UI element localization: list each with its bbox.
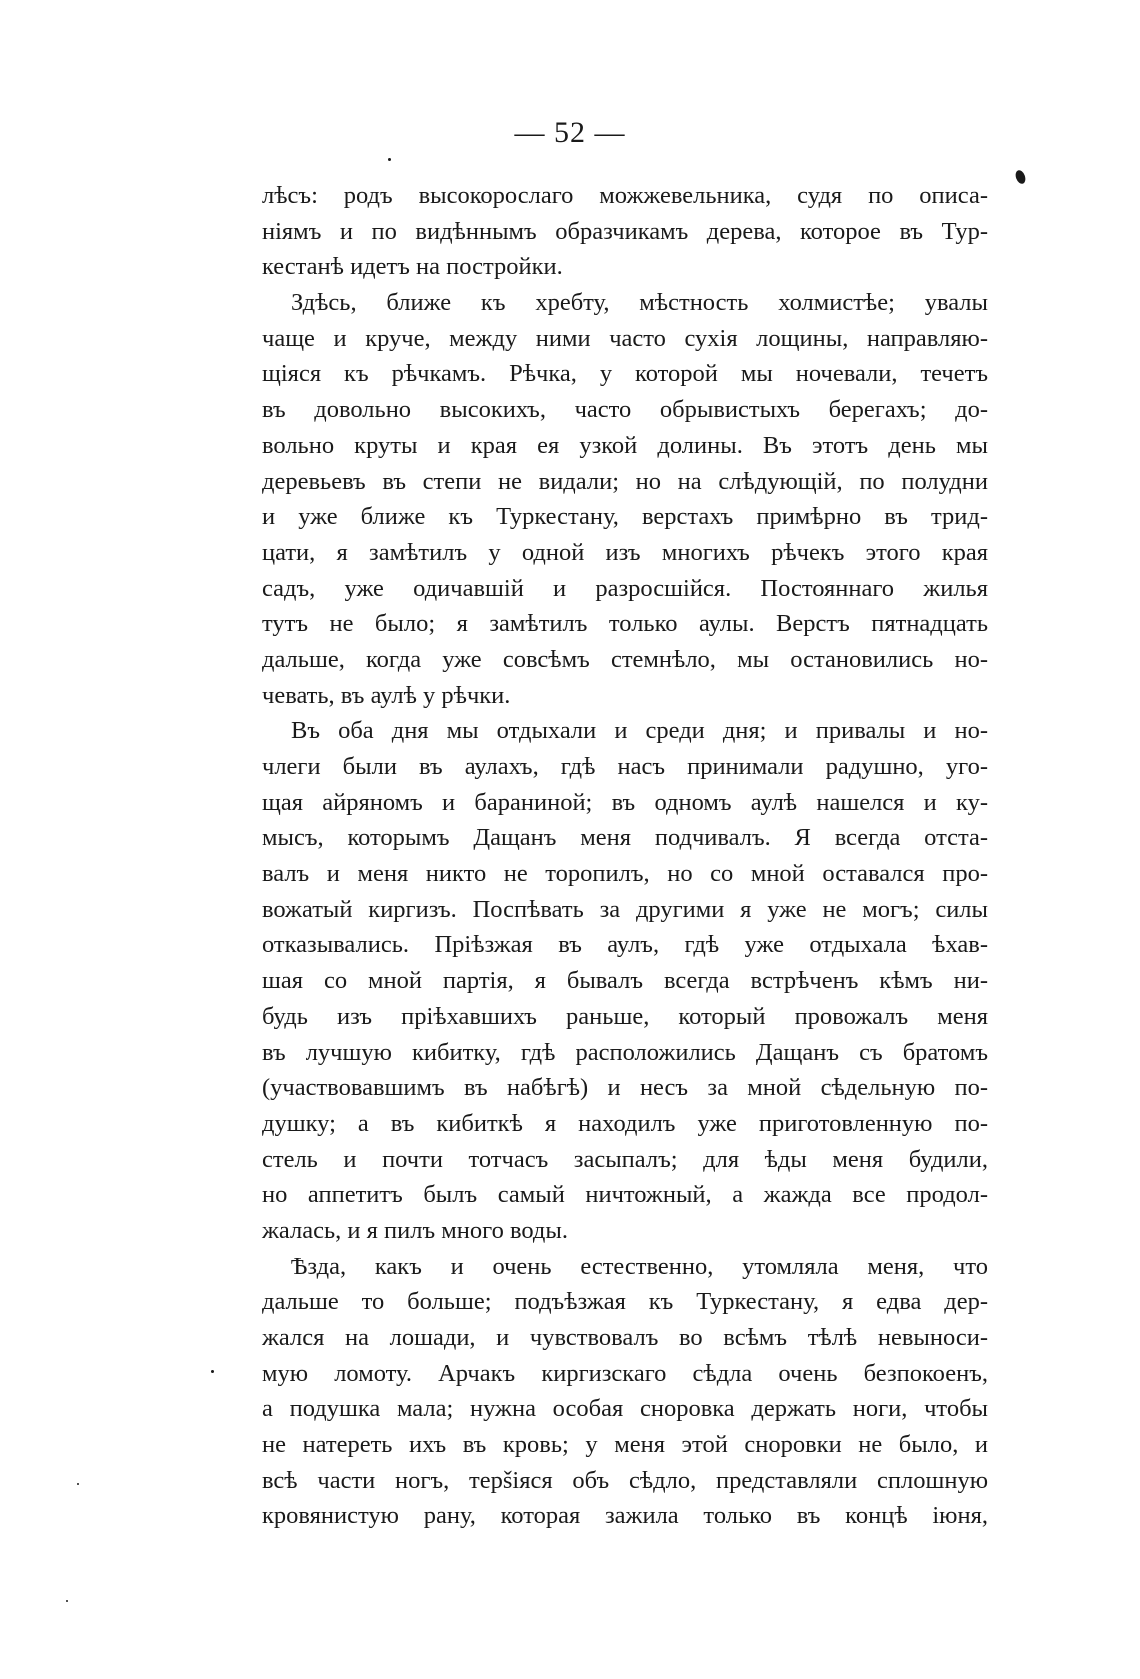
text-line: деревьевъ въ степи не видали; но на слѣдующій, по полудни — [262, 467, 988, 495]
text-line: садъ, уже одичавшій и разросшійся. Постояннаго жилья — [262, 574, 988, 602]
text-line: дальше то больше; подъѣзжая къ Туркестану, я едва дер- — [262, 1288, 988, 1316]
text-line: будь изъ пріѣхавшихъ раньше, который провожалъ меня — [262, 1002, 988, 1030]
paragraph — [262, 285, 988, 713]
text-line: душку; а въ кибиткѣ я находилъ уже приготовленную по- — [262, 1109, 988, 1137]
ink-speck — [66, 1600, 68, 1602]
text-line: а подушка мала; нужна особая сноровка держать ноги, чтобы — [262, 1395, 988, 1423]
ink-speck — [211, 1370, 214, 1373]
text-line: въ довольно высокихъ, часто обрывистыхъ берегахъ; до- — [262, 396, 988, 424]
text-line: не натереть ихъ въ кровь; у меня этой сноровки не было, и — [262, 1431, 988, 1459]
body-text — [262, 178, 988, 1534]
text-line: Здѣсь, ближе къ хребту, мѣстность холмистѣе; увалы — [291, 289, 988, 317]
text-line: и уже ближе къ Туркестану, верстахъ примѣрно въ трид- — [262, 503, 988, 531]
text-line: Ѣзда, какъ и очень естественно, утомляла меня, что — [291, 1252, 988, 1280]
paragraph — [262, 178, 988, 285]
text-line: шая со мной партія, я бывалъ всегда встрѣченъ кѣмъ ни- — [262, 967, 988, 995]
text-line: всѣ части ногъ, терšіяся объ сѣдло, представляли сплошную — [262, 1466, 988, 1494]
text-line: жалась, и я пилъ много воды. — [262, 1216, 568, 1244]
text-line: чевать, въ аулѣ у рѣчки. — [262, 681, 511, 709]
text-line: валъ и меня никто не торопилъ, но со мной оставался про- — [262, 860, 988, 888]
text-line: мысъ, которымъ Дащанъ меня подчивалъ. Я всегда отста- — [262, 824, 988, 852]
paragraph — [262, 713, 988, 1248]
text-line: кровянистую рану, которая зажила только въ концѣ іюня, — [262, 1502, 988, 1530]
text-line: но аппетитъ былъ самый ничтожный, а жажда все продол- — [262, 1181, 988, 1209]
text-line: дальше, когда уже совсѣмъ стемнѣло, мы остановились но- — [262, 645, 988, 673]
text-line: щая айряномъ и бараниной; въ одномъ аулѣ нашелся и ку- — [262, 788, 988, 816]
ink-blot — [1014, 169, 1027, 185]
text-line: отказывались. Пріѣзжая въ аулъ, гдѣ уже отдыхала ѣхав- — [262, 931, 988, 959]
paragraph — [262, 1249, 988, 1535]
text-line: вольно круты и края ея узкой долины. Въ этотъ день мы — [262, 431, 988, 459]
text-line: вожатый киргизъ. Поспѣвать за другими я уже не могъ; силы — [262, 895, 988, 923]
ink-speck — [388, 158, 391, 161]
text-line: чаще и круче, между ними часто сухія лощины, направляю- — [262, 324, 988, 352]
text-line: цати, я замѣтилъ у одной изъ многихъ рѣчекъ этого края — [262, 538, 988, 566]
text-line: стель и почти тотчасъ засыпалъ; для ѣды меня будили, — [262, 1145, 988, 1173]
text-line: члеги были въ аулахъ, гдѣ насъ принимали радушно, уго- — [262, 753, 988, 780]
text-line: щіяся къ рѣчкамъ. Рѣчка, у которой мы ночевали, течетъ — [262, 360, 988, 388]
text-line: тутъ не было; я замѣтилъ только аулы. Верстъ пятнадцать — [262, 610, 988, 638]
text-line: мую ломоту. Арчакъ киргизскаго сѣдла очень безпокоенъ, — [262, 1359, 988, 1387]
page-number: — 52 — — [514, 116, 626, 149]
text-line: жался на лошади, и чувствовалъ во всѣмъ тѣлѣ невыноси- — [262, 1324, 988, 1351]
text-line: въ лучшую кибитку, гдѣ расположились Дащанъ съ братомъ — [262, 1038, 988, 1066]
text-line: Въ оба дня мы отдыхали и среди дня; и привалы и но- — [291, 717, 988, 745]
ink-speck — [77, 1483, 79, 1485]
text-line: (участвовавшимъ въ набѣгѣ) и несъ за мной сѣдельную по- — [262, 1074, 988, 1102]
text-line: лѣсъ: родъ высокорослаго можжевельника, судя по описа- — [262, 182, 988, 209]
text-line: кестанѣ идетъ на постройки. — [262, 253, 563, 281]
text-line: ніямъ и по видѣннымъ образчикамъ дерева, которое въ Тур- — [262, 217, 988, 245]
